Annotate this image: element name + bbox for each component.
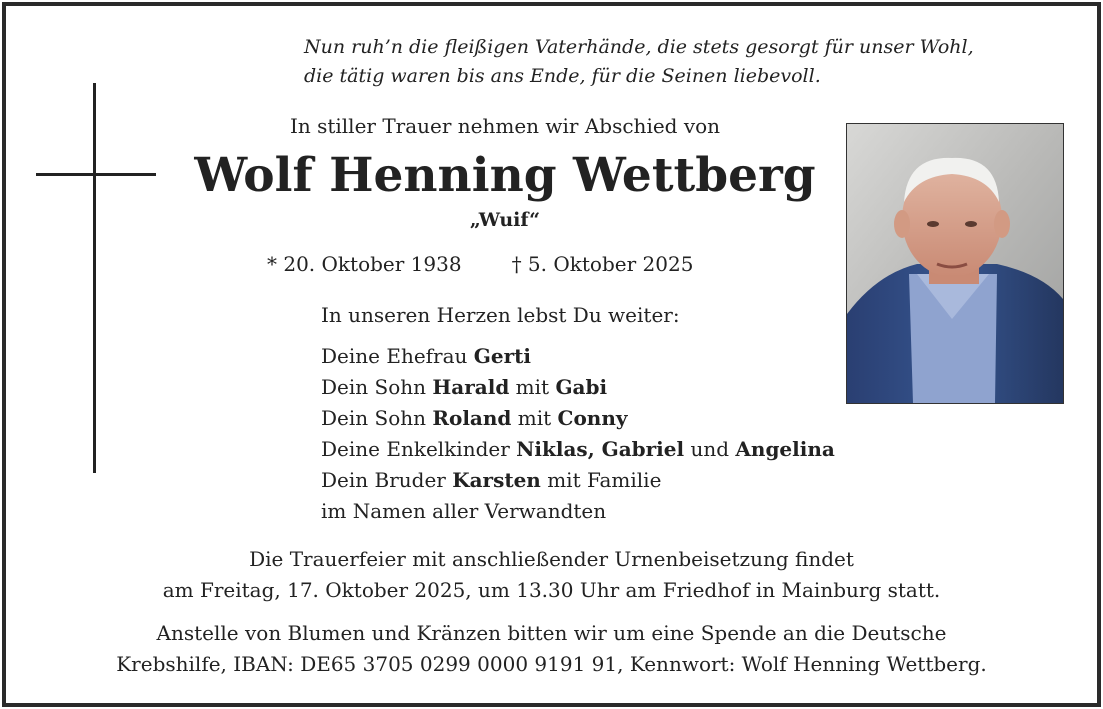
life-dates (267, 250, 693, 278)
nickname: „Wuif“ (469, 209, 541, 231)
verse-line-2: die tätig waren bis ans Ende, für die Seinen liebevoll. (304, 65, 821, 87)
cross-vertical-bar (93, 83, 96, 473)
service-line-2: am Freitag, 17. Oktober 2025, um 13.30 Uhr am Friedhof in Mainburg statt. (162, 578, 941, 602)
birth-date: * 20. Oktober 1938 (267, 252, 462, 276)
family-relation-text: mit Familie (540, 468, 662, 492)
family-relation-text: Dein Bruder (321, 468, 453, 492)
family-line (321, 496, 835, 527)
donation-line-1: Anstelle von Blumen und Kränzen bitten wir um eine Spende an die Deutsche (156, 621, 947, 645)
family-relation-text: und (684, 437, 736, 461)
family-relation-text: Deine Ehefrau (321, 344, 474, 368)
family-relation-text: im Namen aller Verwandten (321, 499, 607, 523)
family-lines (321, 341, 835, 527)
family-member-name: Gerti (473, 344, 531, 368)
family-member-name: Harald (432, 375, 510, 399)
funeral-service-info (0, 544, 1103, 606)
family-member-name: Roland (432, 406, 512, 430)
family-relation-text: Deine Enkelkinder (321, 437, 517, 461)
family-relation-text: mit (509, 375, 556, 399)
family-line (321, 341, 835, 372)
cross-horizontal-bar (36, 173, 156, 176)
family-relation-text: Dein Sohn (321, 375, 433, 399)
family-lead: In unseren Herzen lebst Du weiter: (321, 303, 680, 327)
family-list (321, 300, 835, 527)
family-member-name: Angelina (735, 437, 835, 461)
deceased-name: Wolf Henning Wettberg (194, 148, 816, 203)
family-line (321, 434, 835, 465)
verse-line-1: Nun ruh’n die fleißigen Vaterhände, die stets gesorgt für unser Wohl, (304, 36, 974, 58)
service-line-1: Die Trauerfeier mit anschließender Urnenbeisetzung findet (249, 547, 854, 571)
family-relation-text: Dein Sohn (321, 406, 433, 430)
donation-info (0, 618, 1103, 680)
family-member-name: Niklas, Gabriel (516, 437, 685, 461)
family-member-name: Karsten (452, 468, 541, 492)
portrait-photo (846, 123, 1064, 404)
death-date: † 5. Oktober 2025 (511, 252, 694, 276)
donation-line-2: Krebshilfe, IBAN: DE65 3705 0299 0000 9191 91, Kennwort: Wolf Henning Wettberg. (116, 652, 987, 676)
family-line (321, 372, 835, 403)
family-relation-text: mit (511, 406, 558, 430)
family-member-name: Gabi (555, 375, 608, 399)
intro-text: In stiller Trauer nehmen wir Abschied von (289, 114, 721, 138)
family-member-name: Conny (557, 406, 628, 430)
family-line (321, 403, 835, 434)
memorial-verse (304, 33, 1084, 91)
family-line (321, 465, 835, 496)
